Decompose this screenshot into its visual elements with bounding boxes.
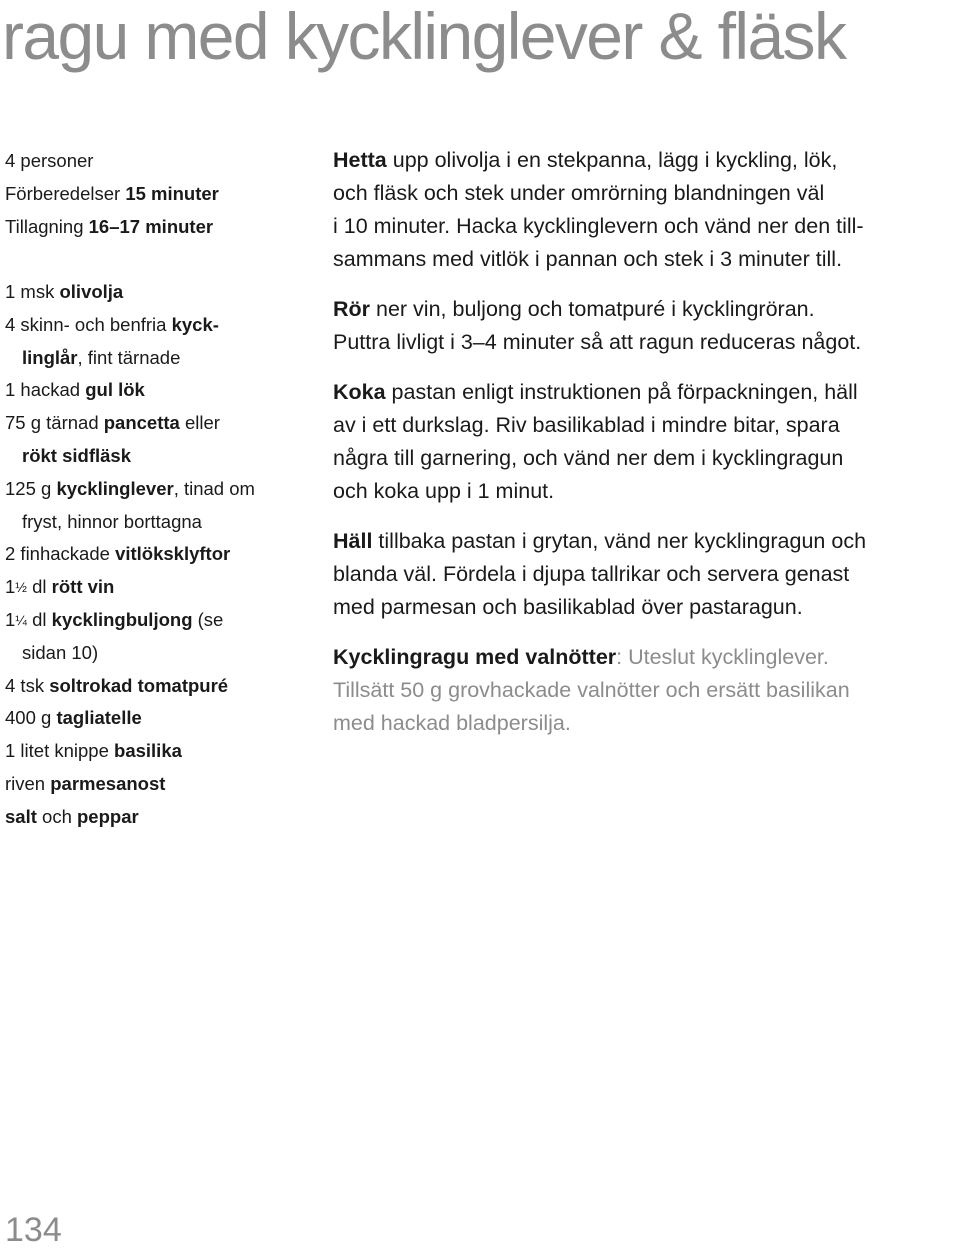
ingredient-olivolja: 1 msk olivolja: [5, 281, 124, 302]
recipe-meta: [5, 145, 305, 243]
ingredient-kyckling: 4 skinn- och benfria kyck-: [5, 313, 219, 335]
ingredient-pancetta-alt: rökt sidfläsk: [22, 444, 131, 466]
ingredient-tomatpure: 4 tsk soltrokad tomatpuré: [5, 674, 229, 696]
cook-time: Tillagning 16–17 minuter: [5, 215, 214, 237]
page-number: 134: [5, 1211, 62, 1249]
step-4: Häll tillbaka pastan i grytan, vänd ner kycklingragun och blanda väl. Fördela i djupa tallrikar och servera genast med parmesan och basilikablad över pastaragun.: [333, 529, 867, 619]
ingredient-list: [5, 276, 315, 834]
variation-title: Kycklingragu med valnötter: [333, 645, 617, 669]
ingredient-lok: 1 hackad gul lök: [5, 379, 145, 401]
ingredient-buljong-cont: sidan 10): [22, 641, 99, 663]
ingredient-buljong: 1¼ dl kycklingbuljong (se: [5, 608, 224, 630]
step-2: Rör ner vin, buljong och tomatpuré i kycklingröran. Puttra livligt i 3–4 minuter så att ragun reduceras något.: [333, 297, 862, 354]
step-keyword: Hetta: [333, 148, 387, 172]
ingredient-parmesan: riven parmesanost: [5, 772, 166, 794]
ingredient-basilika: 1 litet knippe basilika: [5, 740, 182, 762]
prep-time: Förberedelser 15 minuter: [5, 182, 219, 204]
step-3: Koka pastan enligt instruktionen på förpackningen, häll av i ett durkslag. Riv basilikablad i mindre bitar, spara några till garnering, och vänd ner dem i kycklingragun och koka upp i 1 minut.: [333, 380, 858, 503]
step-1: Hetta upp olivolja i en stekpanna, lägg i kyckling, lök, och fläsk och stek under omrörning blandningen väl i 10 minuter. Hacka kycklinglevern och vänd ner den till- sammans med vitlök i pannan och stek i 3 minuter till.: [333, 148, 864, 271]
ingredient-pancetta: 75 g tärnad pancetta eller: [5, 412, 220, 434]
ingredient-pasta: 400 g tagliatelle: [5, 707, 142, 729]
ingredient-salt-peppar: salt och peppar: [5, 805, 139, 827]
step-keyword: Rör: [333, 297, 371, 321]
ingredient-kyckling-cont: linglår, fint tärnade: [22, 346, 181, 368]
recipe-variation: Kycklingragu med valnötter: Uteslut kycklinglever. Tillsätt 50 g grovhackade valnötter och ersätt basilikan med hackad bladpersilja.: [333, 645, 850, 735]
step-keyword: Häll: [333, 529, 373, 553]
ingredient-vitlok: 2 finhackade vitlöksklyftor: [5, 543, 231, 565]
recipe-title: ragu med kycklinglever & fläsk: [2, 0, 846, 73]
ingredient-lever: 125 g kycklinglever, tinad om: [5, 477, 255, 499]
servings: 4 personer: [5, 150, 94, 171]
step-keyword: Koka: [333, 380, 386, 404]
ingredient-lever-cont: fryst, hinnor borttagna: [22, 510, 202, 532]
method-steps: [333, 144, 958, 757]
ingredient-vin: 1½ dl rött vin: [5, 576, 115, 598]
